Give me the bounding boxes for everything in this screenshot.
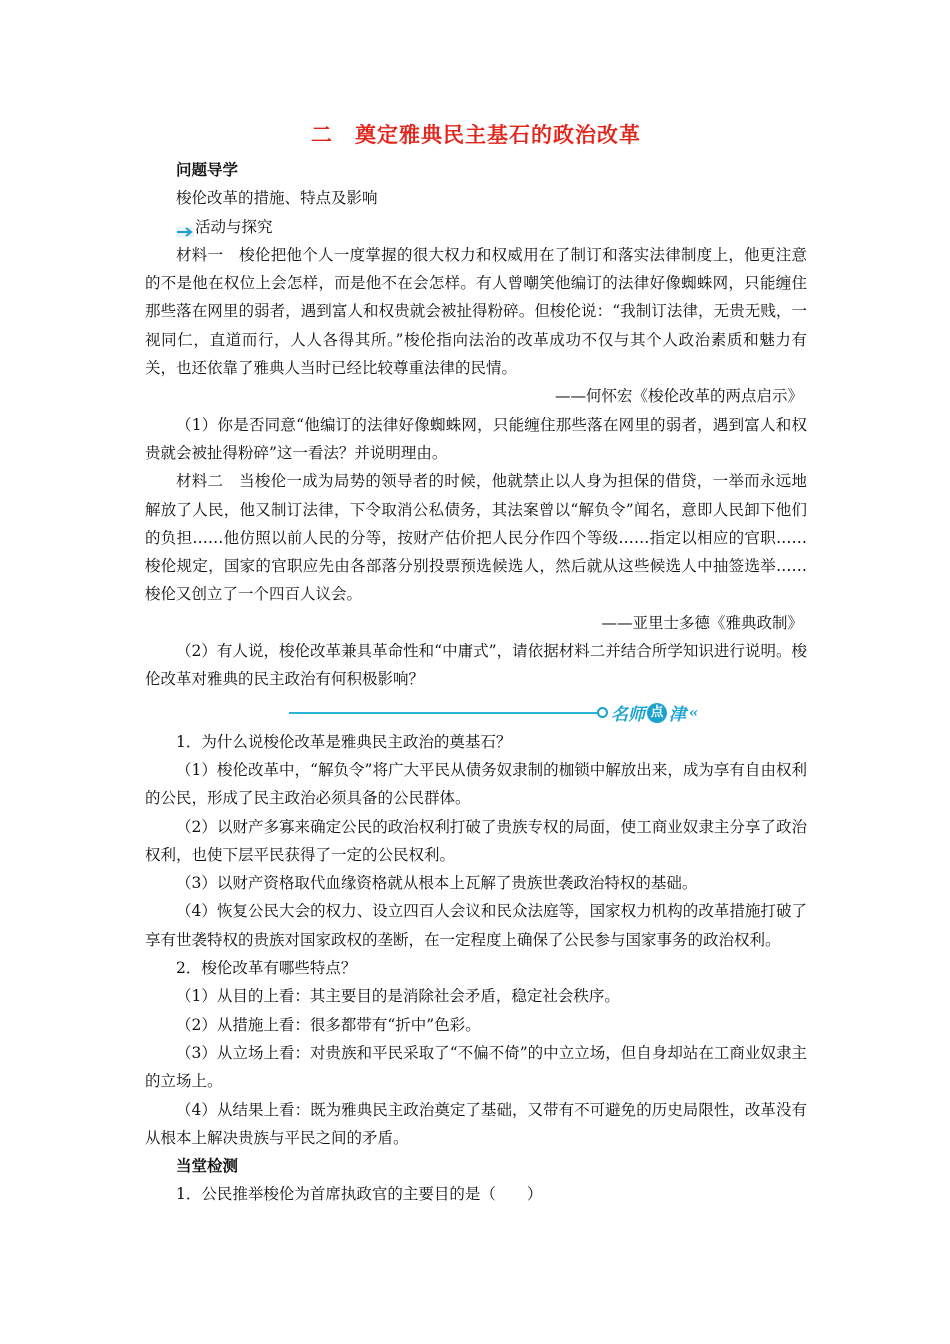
title-number: 二 (311, 122, 333, 147)
badge-circle: 点 (647, 703, 667, 723)
answer-line: 2．梭伦改革有哪些特点？ (176, 959, 357, 978)
question-one: （1）你是否同意“他编订的法律好像蜘蛛网，只能缠住那些落在网里的弱者，遇到富人和权贵就会被扯得粉碎”这一看法？并说明理由。 (145, 415, 807, 462)
activity-heading (145, 213, 807, 241)
answer-line: （4）从结果上看：既为雅典民主政治奠定了基础，又带有不可避免的历史局限性，改革没有从根本上解决贵族与平民之间的矛盾。 (145, 1100, 807, 1147)
teacher-tips-badge (597, 700, 696, 726)
double-chevron-left-icon: ‹‹ (689, 704, 697, 721)
question-two: （2）有人说，梭伦改革兼具革命性和“中庸式”，请依据材料二并结合所学知识进行说明。梭伦改革对雅典的民主政治有何积极影响？ (145, 642, 807, 689)
circle-dot-icon (597, 707, 608, 718)
badge-part2: 津 (669, 705, 686, 726)
answer-line: （1）从目的上看：其主要目的是消除社会矛盾，稳定社会秩序。 (176, 987, 620, 1006)
answer-line: （3）从立场上看：对贵族和平民采取了“不偏不倚”的中立立场，但自身却站在工商业奴隶主的立场上。 (145, 1043, 807, 1091)
check-heading: 当堂检测 (176, 1156, 239, 1176)
section-divider (145, 694, 807, 728)
activity-label: 活动与探究 (195, 217, 273, 236)
guide-topic: 梭伦改革的措施、特点及影响 (176, 189, 378, 208)
answer-line: （4）恢复公民大会的权力、设立四百人会议和民众法庭等，国家权力机构的改革措施打破了享有世袭特权的贵族对国家政权的垄断，在一定程度上确保了公民参与国家事务的政治权利。 (145, 902, 807, 949)
material-two-source: ——亚里士多德《雅典政制》 (601, 613, 803, 632)
document-page (145, 120, 807, 1209)
arrow-right-icon (176, 220, 194, 234)
answer-line: （3）以财产资格取代血缘资格就从根本上瓦解了贵族世袭政治特权的基础。 (176, 874, 698, 893)
material-one-text: 材料一 梭伦把他个人一度掌握的很大权力和权威用在了制订和落实法律制度上，他更注意的不是他在权位上会怎样，而是他不在会怎样。有人曾嘲笑他编订的法律好像蜘蛛网，只能缠住那些落在网里的弱者，遇到富人和权贵就会被扯得粉碎。但梭伦说：“我制订法律，无贵无贱，一视同仁，直道而行，人人各得其所。”梭伦指向法治的改革成功不仅与其个人政治素质和魅力有关，也还依靠了雅典人当时已经比较尊重法律的民情。 (145, 245, 807, 378)
page-title (145, 120, 807, 150)
badge-part1: 名师 (611, 705, 645, 726)
material-two-text: 材料二 当梭伦一成为局势的领导者的时候，他就禁止以人身为担保的借贷，一举而永远地解放了人民，他又制订法律，下令取消公私债务，其法案曾以“解负令”闻名，意即人民卸下他们的负担……他仿照以前人民的分等，按财产估价把人民分作四个等级……指定以相应的官职……梭伦规定，国家的官职应先由各部落分别投票预选候选人，然后就从这些候选人中抽签选举……梭伦又创立了一个四百人议会。 (145, 472, 807, 604)
answer-line: 1．为什么说梭伦改革是雅典民主政治的奠基石？ (176, 732, 512, 751)
answer-line: （1）梭伦改革中，“解负令”将广大平民从债务奴隶制的枷锁中解放出来，成为享有自由权利的公民，形成了民主政治必须具备的公民群体。 (145, 760, 807, 808)
answer-line: （2）从措施上看：很多都带有“折中”色彩。 (176, 1015, 481, 1034)
divider-line (289, 712, 599, 714)
material-one-source: ——何怀宏《梭伦改革的两点启示》 (554, 387, 803, 406)
guide-heading: 问题导学 (176, 160, 239, 179)
answer-line: （2）以财产多寡来确定公民的政治权利打破了贵族专权的局面，使工商业奴隶主分享了政治权利，也使下层平民获得了一定的公民权利。 (145, 817, 807, 864)
title-text: 奠定雅典民主基石的政治改革 (355, 122, 641, 147)
check-question-one: 1．公民推举梭伦为首席执政官的主要目的是（ ） (176, 1185, 543, 1204)
